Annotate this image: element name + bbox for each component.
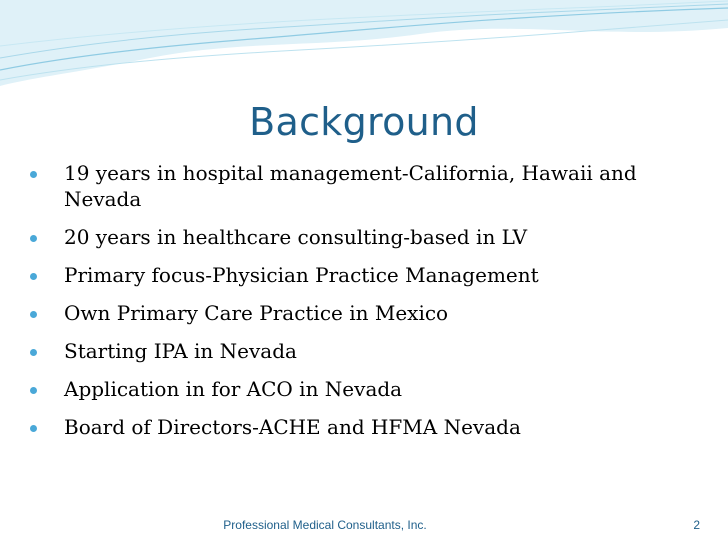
bullet-item (28, 376, 688, 402)
bullet-dot-icon (30, 273, 37, 280)
bullet-list (28, 160, 688, 452)
bullet-text: 20 years in healthcare consulting-based in LV (64, 225, 528, 249)
page-number: 2 (693, 518, 700, 532)
bullet-dot-icon (30, 311, 37, 318)
bullet-dot-icon (30, 235, 37, 242)
bullet-dot-icon (30, 425, 37, 432)
bullet-item (28, 160, 688, 212)
bullet-item (28, 262, 688, 288)
bullet-item (28, 224, 688, 250)
bullet-text: Board of Directors-ACHE and HFMA Nevada (64, 415, 521, 439)
bullet-item (28, 300, 688, 326)
bullet-text: Primary focus-Physician Practice Management (64, 263, 539, 287)
bullet-item (28, 414, 688, 440)
bullet-text: Own Primary Care Practice in Mexico (64, 301, 449, 325)
bullet-dot-icon (30, 387, 37, 394)
bullet-dot-icon (30, 171, 37, 178)
bullet-text: Application in for ACO in Nevada (64, 377, 403, 401)
footer-company-name: Professional Medical Consultants, Inc. (223, 518, 427, 532)
bullet-item (28, 338, 688, 364)
bullet-text: 19 years in hospital management-California, Hawaii and Nevada (64, 161, 637, 211)
bullet-text: Starting IPA in Nevada (64, 339, 297, 363)
wave-header-decoration (0, 0, 728, 96)
slide-title: Background (249, 100, 479, 144)
bullet-dot-icon (30, 349, 37, 356)
